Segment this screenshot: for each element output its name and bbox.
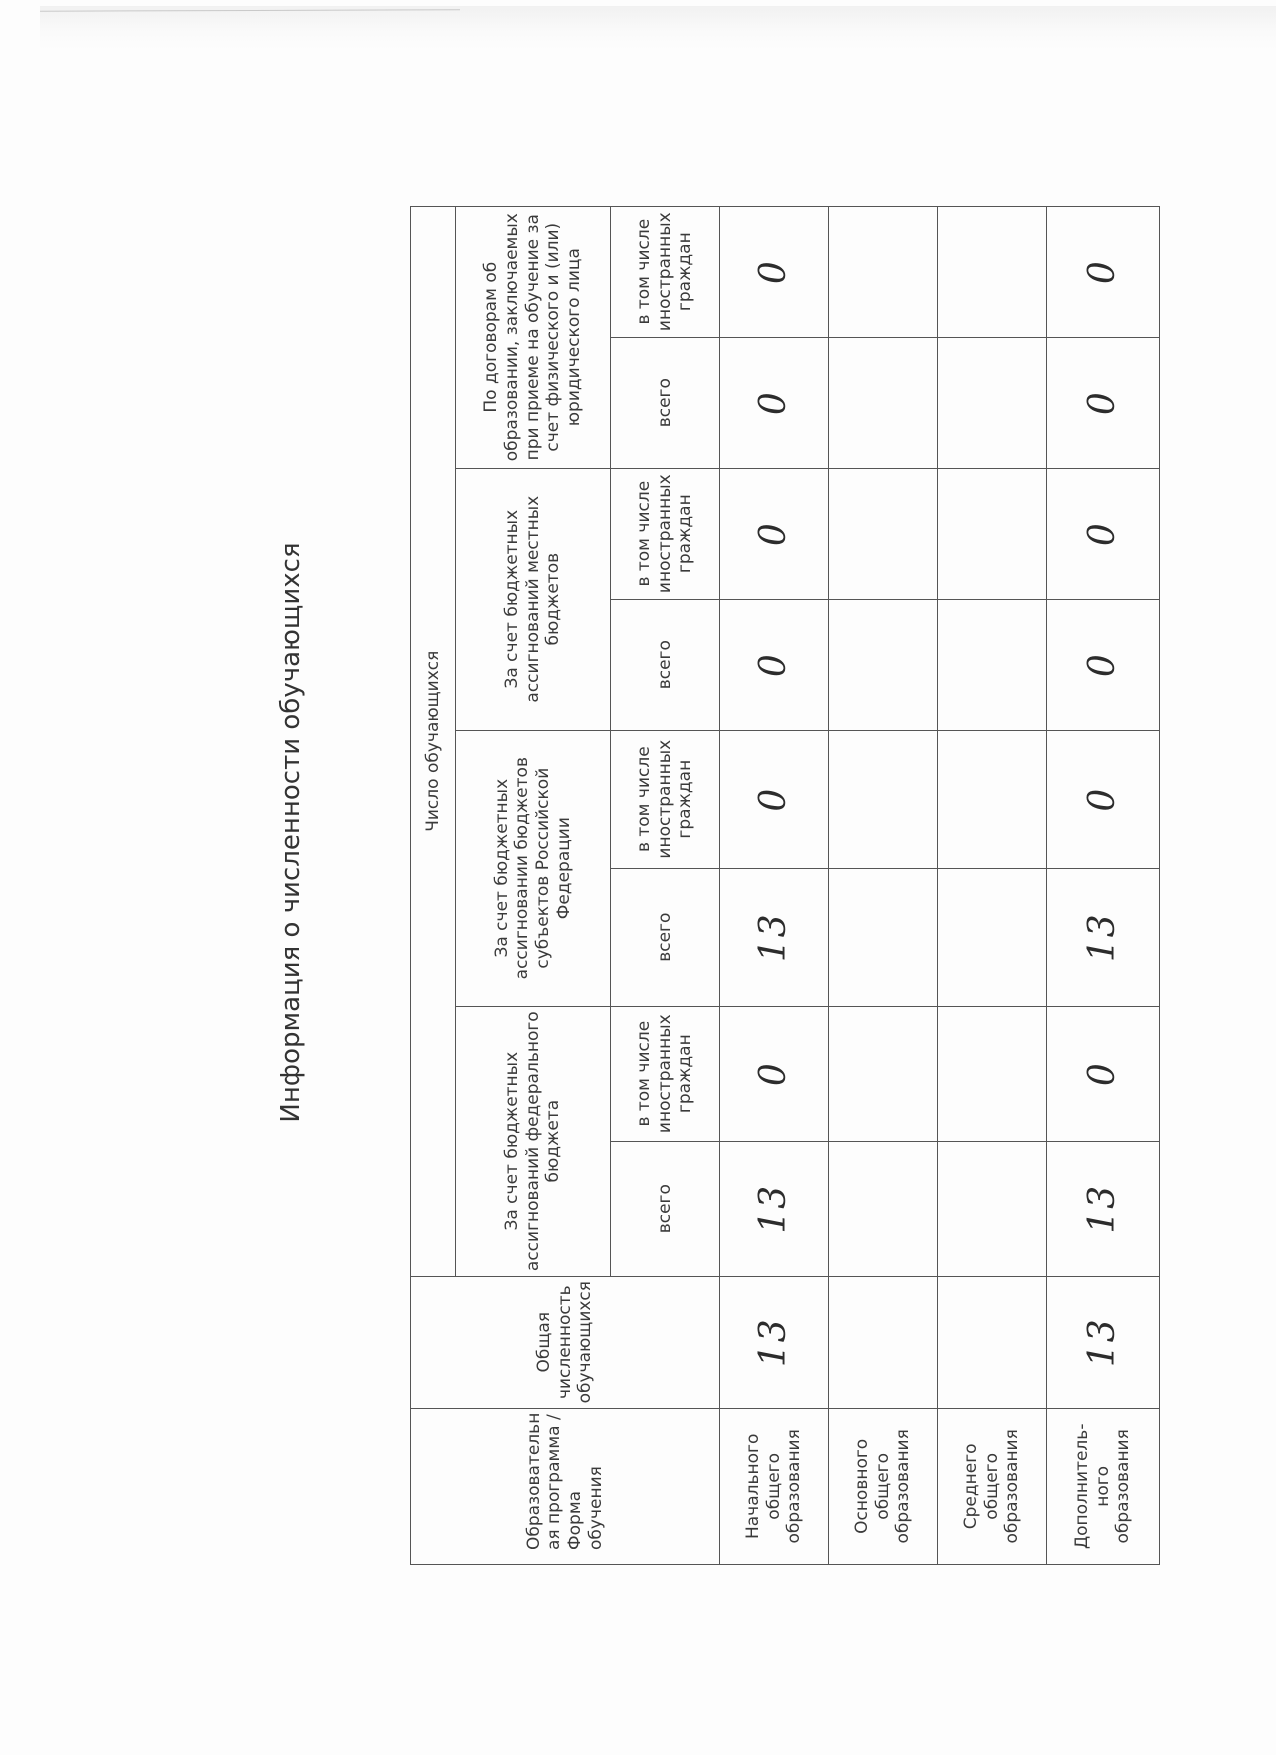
cell-total: [829, 1276, 938, 1408]
header-federal-all: всего: [611, 1141, 720, 1276]
cell-contract-all: [938, 337, 1047, 468]
cell-local-all: 0: [1047, 599, 1160, 730]
cell-federal-all: 13: [720, 1141, 829, 1276]
header-contract-foreign: в том числе иностранных граждан: [611, 206, 720, 337]
header-local-all: всего: [611, 599, 720, 730]
header-contract-all: всего: [611, 337, 720, 468]
table-row: [938, 206, 1047, 1564]
cell-total: 13: [720, 1276, 829, 1408]
row-program: Дополнитель-ного образования: [1047, 1408, 1160, 1564]
cell-regional-all: [938, 868, 1047, 1006]
cell-local-foreign: 0: [720, 468, 829, 599]
header-regional: За счет бюджетных ассигновании бюджетов субъектов Российской Федерации: [456, 730, 611, 1006]
header-federal-foreign: в том числе иностранных граждан: [611, 1006, 720, 1141]
cell-regional-foreign: [829, 730, 938, 868]
cell-contract-foreign: [938, 206, 1047, 337]
cell-local-all: [829, 599, 938, 730]
row-program: Начального общего образования: [720, 1408, 829, 1564]
table-row: [720, 206, 829, 1564]
document-title: Информация о численности обучающихся: [276, 542, 306, 1123]
cell-total: 13: [1047, 1276, 1160, 1408]
cell-local-foreign: [829, 468, 938, 599]
header-program: Образовательн ая программа / Форма обучения: [411, 1408, 720, 1564]
cell-contract-foreign: 0: [1047, 206, 1160, 337]
scan-edge: [40, 6, 1276, 50]
cell-regional-all: [829, 868, 938, 1006]
cell-federal-all: [829, 1141, 938, 1276]
cell-regional-all: 13: [1047, 868, 1160, 1006]
header-group-row: [411, 206, 456, 1564]
cell-federal-foreign: 0: [1047, 1006, 1160, 1141]
cell-local-foreign: [938, 468, 1047, 599]
header-federal: За счет бюджетных ассигнований федерального бюджета: [456, 1006, 611, 1276]
cell-federal-all: [938, 1141, 1047, 1276]
cell-contract-all: 0: [720, 337, 829, 468]
table-row: [1047, 206, 1160, 1564]
cell-local-all: [938, 599, 1047, 730]
cell-local-foreign: 0: [1047, 468, 1160, 599]
header-local-foreign: в том числе иностранных граждан: [611, 468, 720, 599]
table-row: [829, 206, 938, 1564]
header-count-group: Число обучающихся: [411, 206, 456, 1276]
cell-local-all: 0: [720, 599, 829, 730]
cell-regional-foreign: [938, 730, 1047, 868]
cell-regional-foreign: 0: [1047, 730, 1160, 868]
header-contract: По договорам об образовании, заключаемых при приеме на обучение за счет физического и (или) юридического лица: [456, 206, 611, 468]
rotated-document: [250, 45, 1276, 1620]
cell-federal-foreign: [938, 1006, 1047, 1141]
header-total: Общая численность обучающихся: [411, 1276, 720, 1408]
header-regional-all: всего: [611, 868, 720, 1006]
cell-contract-foreign: 0: [720, 206, 829, 337]
cell-regional-all: 13: [720, 868, 829, 1006]
row-program: Основного общего образования: [829, 1408, 938, 1564]
cell-contract-all: 0: [1047, 337, 1160, 468]
cell-federal-foreign: [829, 1006, 938, 1141]
cell-total: [938, 1276, 1047, 1408]
cell-contract-all: [829, 337, 938, 468]
header-regional-foreign: в том числе иностранных граждан: [611, 730, 720, 868]
header-local: За счет бюджетных ассигнований местных бюджетов: [456, 468, 611, 730]
students-count-table: [410, 206, 1160, 1565]
cell-federal-all: 13: [1047, 1141, 1160, 1276]
cell-contract-foreign: [829, 206, 938, 337]
cell-regional-foreign: 0: [720, 730, 829, 868]
cell-federal-foreign: 0: [720, 1006, 829, 1141]
row-program: Среднего общего образования: [938, 1408, 1047, 1564]
